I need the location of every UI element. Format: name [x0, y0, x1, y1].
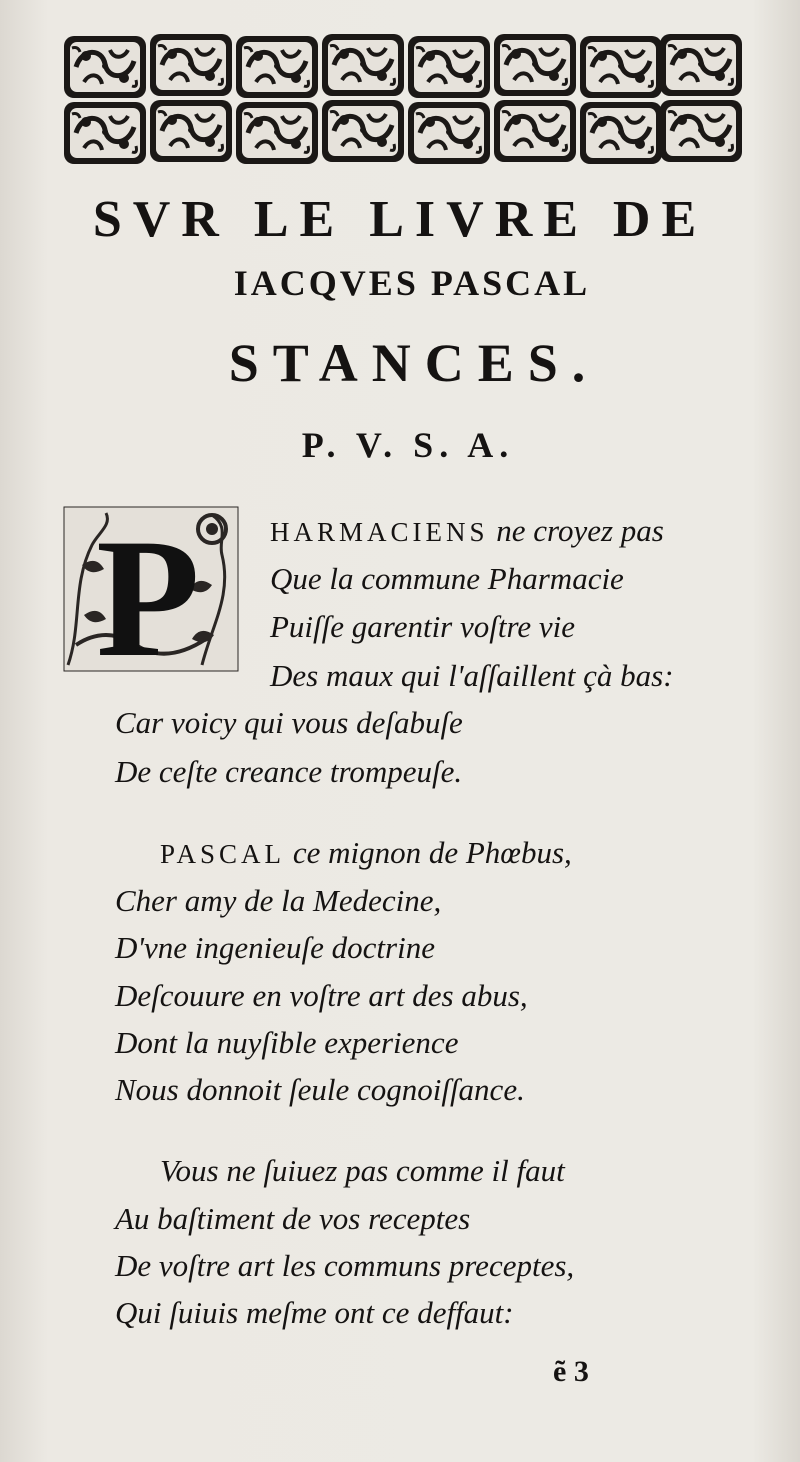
initial-letter: P [96, 505, 200, 673]
verse-line: Car voicy qui vous deſabuſe [115, 705, 463, 740]
floral-headpiece-ornament [58, 28, 746, 170]
title-line-1: SVR LE LIVRE DE [92, 191, 708, 248]
title-line-3: STANCES. [228, 333, 600, 393]
verse-line: Que la commune Pharmacie [270, 561, 624, 596]
verse-line: Dont la nuyſible experience [115, 1025, 459, 1060]
signature-mark: ẽ 3 [553, 1355, 589, 1388]
verse-line: Deſcouure en voſtre art des abus, [115, 978, 528, 1013]
verse-line: Cher amy de la Medecine, [115, 883, 442, 918]
title-line-2: IACQVES PASCAL [233, 263, 591, 303]
verse-line: De ceſte creance trompeuſe. [115, 754, 463, 789]
verse-line: D'vne ingenieuſe doctrine [115, 930, 435, 965]
verse-lead-word: PASCAL [160, 839, 286, 869]
verse-line: Des maux qui l'aſſaillent çà bas: [270, 658, 674, 693]
verse-text: ce mignon de Phœbus, [285, 835, 572, 870]
verse-line: Nous donnoit ſeule cognoiſſance. [115, 1072, 525, 1107]
verse-line [270, 515, 664, 546]
verse-line: De voſtre art les communs preceptes, [115, 1248, 575, 1283]
verse-line [160, 837, 572, 868]
decorated-initial-p [62, 505, 240, 673]
verse-line: Qui ſuiuis meſme ont ce deffaut: [115, 1295, 514, 1330]
author-initials: P. V. S. A. [301, 425, 515, 465]
verse-line: Puiſſe garentir voſtre vie [270, 609, 576, 644]
verse-text: ne croyez pas [488, 513, 664, 548]
verse-line: Vous ne ſuiuez pas comme il faut [160, 1153, 565, 1188]
verse-lead-word: HARMACIENS [270, 517, 489, 547]
verse-line: Au baſtiment de vos receptes [115, 1201, 471, 1236]
